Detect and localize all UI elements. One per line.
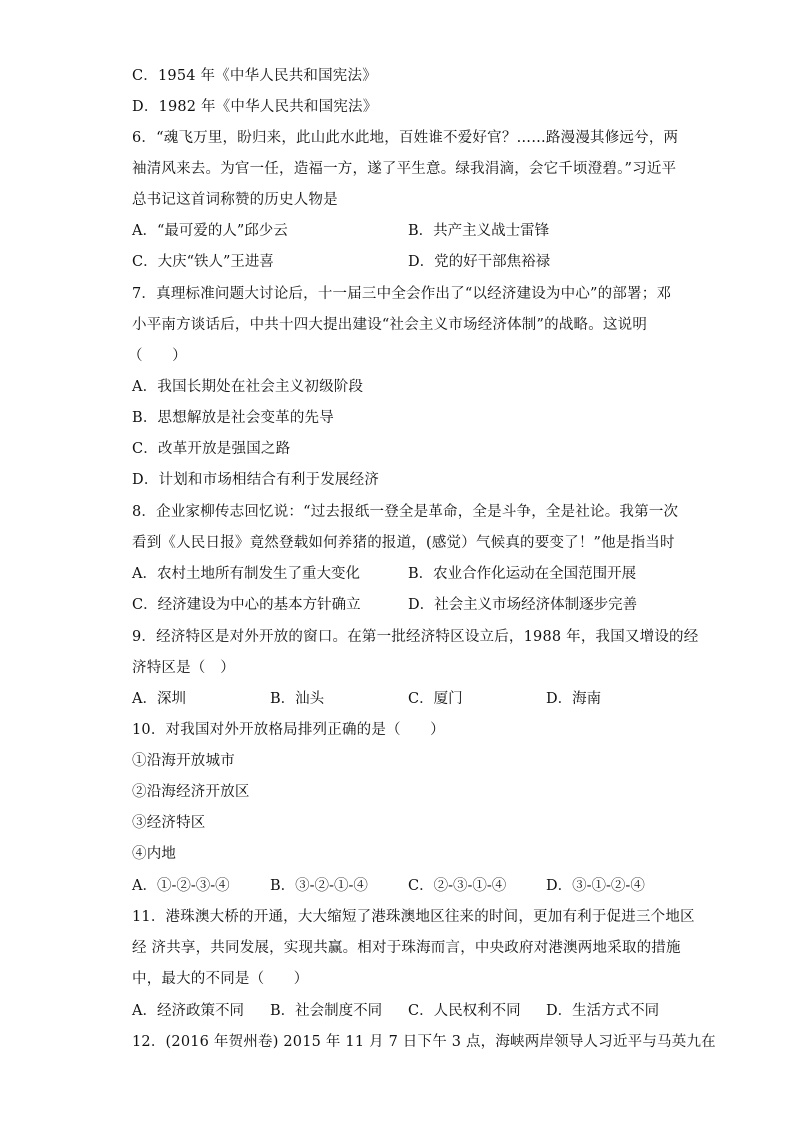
q10-option-d: D．③-①-②-④ bbox=[546, 878, 645, 894]
q10-option-b: B．③-②-①-④ bbox=[270, 878, 368, 894]
q6-stem-line-2: 袖清风来去。为官一任，造福一方，遂了平生意。绿我涓滴，会它千顷澄碧。”习近平 bbox=[132, 161, 677, 177]
q6-stem-line-3: 总书记这首词称赞的历史人物是 bbox=[132, 192, 338, 208]
q11-option-b: B．社会制度不同 bbox=[270, 1003, 383, 1019]
q9-option-b: B．汕头 bbox=[270, 691, 325, 707]
q7-stem-line-1: 7．真理标准问题大讨论后，十一届三中全会作出了“以经济建设为中心”的部署；邓 bbox=[132, 286, 672, 302]
q10-stem: 10．对我国对外开放格局排列正确的是（ ） bbox=[132, 722, 445, 738]
q6-option-a: A．“最可爱的人”邱少云 bbox=[132, 223, 288, 239]
q10-option-a: A．①-②-③-④ bbox=[132, 878, 230, 894]
q10-option-c: C．②-③-①-④ bbox=[408, 878, 507, 894]
q10-item-4: ④内地 bbox=[132, 846, 177, 862]
q7-option-c: C．改革开放是强国之路 bbox=[132, 441, 291, 457]
q10-item-1: ①沿海开放城市 bbox=[132, 753, 235, 769]
q7-option-d: D．计划和市场相结合有利于发展经济 bbox=[132, 472, 380, 488]
q11-option-d: D．生活方式不同 bbox=[546, 1003, 660, 1019]
q6-stem-line-1: 6．“魂飞万里，盼归来，此山此水此地，百姓谁不爱好官？……路漫漫其修远兮，两 bbox=[132, 130, 679, 146]
q7-option-a: A．我国长期处在社会主义初级阶段 bbox=[132, 379, 364, 395]
q7-answer-blank: （ ） bbox=[128, 348, 187, 364]
q9-option-d: D．海南 bbox=[546, 691, 602, 707]
q8-stem-line-1: 8．企业家柳传志回忆说：“过去报纸一登全是革命，全是斗争，全是社论。我第一次 bbox=[132, 504, 679, 520]
q6-option-c: C．大庆“铁人”王进喜 bbox=[132, 254, 274, 270]
q5-option-c: C．1954 年《中华人民共和国宪法》 bbox=[132, 68, 377, 84]
q9-option-c: C．厦门 bbox=[408, 691, 463, 707]
q9-option-a: A．深圳 bbox=[132, 691, 186, 707]
q9-stem-line-1: 9．经济特区是对外开放的窗口。在第一批经济特区设立后，1988 年，我国又增设的经 bbox=[132, 629, 699, 645]
q8-option-b: B．农业合作化运动在全国范围开展 bbox=[408, 566, 637, 582]
q9-stem-line-2: 济特区是（ ） bbox=[132, 660, 235, 676]
q8-option-c: C．经济建设为中心的基本方针确立 bbox=[132, 597, 361, 613]
q11-option-c: C．人民权利不同 bbox=[408, 1003, 521, 1019]
q8-option-a: A．农村土地所有制发生了重大变化 bbox=[132, 566, 360, 582]
q8-option-d: D．社会主义市场经济体制逐步完善 bbox=[408, 597, 638, 613]
q11-stem-line-1: 11．港珠澳大桥的开通，大大缩短了港珠澳地区往来的时间，更加有利于促进三个地区 bbox=[132, 909, 695, 925]
q11-option-a: A．经济政策不同 bbox=[132, 1003, 244, 1019]
q10-item-2: ②沿海经济开放区 bbox=[132, 784, 250, 800]
q7-option-b: B．思想解放是社会变革的先导 bbox=[132, 410, 334, 426]
q6-option-d: D．党的好干部焦裕禄 bbox=[408, 254, 551, 270]
q5-option-d: D．1982 年《中华人民共和国宪法》 bbox=[132, 99, 378, 115]
q8-stem-line-2: 看到《人民日报》竟然登载如何养猪的报道，(感觉）气候真的要变了！”他是指当时 bbox=[132, 535, 675, 551]
q7-stem-line-2: 小平南方谈话后，中共十四大提出建设“社会主义市场经济体制”的战略。这说明 bbox=[132, 317, 648, 333]
q12-stem-line-1: 12．(2016 年贺州卷) 2015 年 11 月 7 日下午 3 点，海峡两岸领导人习近平与马英九在 bbox=[132, 1034, 716, 1050]
q6-option-b: B．共产主义战士雷锋 bbox=[408, 223, 550, 239]
q11-stem-line-2: 经 济共享，共同发展，实现共赢。相对于珠海而言，中央政府对港澳两地采取的措施 bbox=[132, 940, 681, 956]
q11-stem-line-3: 中，最大的不同是（ ） bbox=[132, 971, 309, 987]
q10-item-3: ③经济特区 bbox=[132, 815, 206, 831]
